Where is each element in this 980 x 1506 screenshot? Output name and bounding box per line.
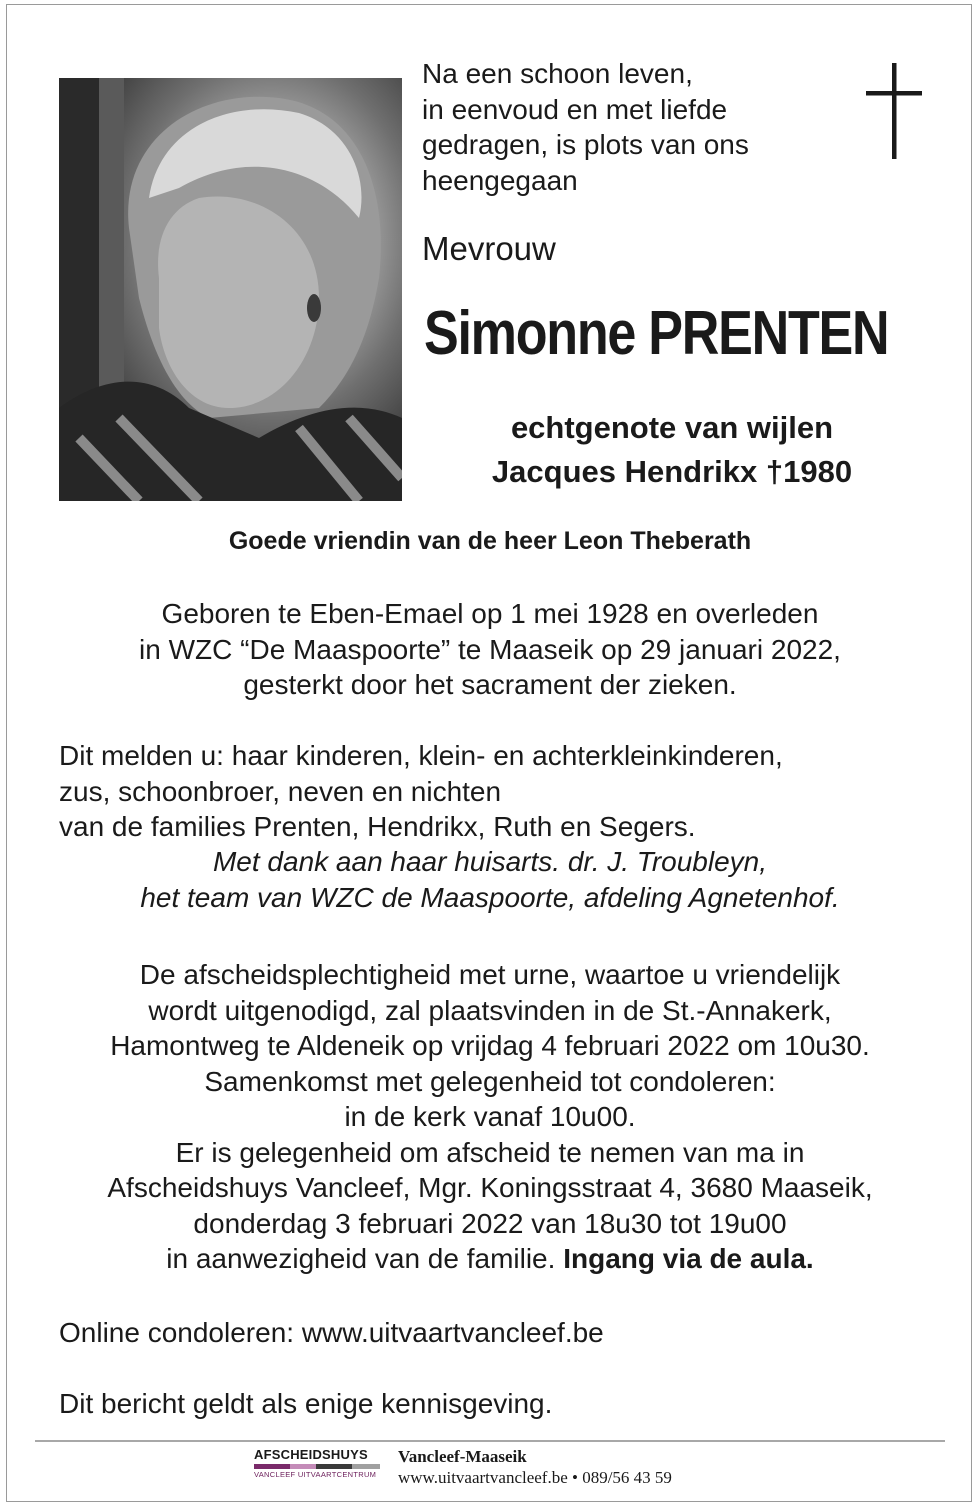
- online-condolence: Online condoleren: www.uitvaartvancleef.be: [59, 1317, 604, 1348]
- spouse-info: [422, 406, 922, 494]
- ceremony-line: De afscheidsplechtigheid met urne, waartoe u vriendelijk: [139, 959, 841, 990]
- family-announcement: [59, 738, 939, 845]
- family-line: van de families Prenten, Hendrikx, Ruth en Segers.: [59, 811, 696, 842]
- deceased-name: Simonne PRENTEN: [424, 299, 889, 368]
- family-line: Dit melden u: haar kinderen, klein- en achterkleinkinderen,: [59, 740, 783, 771]
- intro-line: heengegaan: [422, 164, 578, 196]
- footer-contact: [398, 1446, 672, 1488]
- ceremony-line: wordt uitgenodigd, zal plaatsvinden in de St.-Annakerk,: [148, 994, 832, 1026]
- footer-contact-line: www.uitvaartvancleef.be • 089/56 43 59: [398, 1468, 672, 1487]
- born-line: Geboren te Eben-Emael op 1 mei 1928 en overleden: [161, 598, 819, 629]
- logo-subtitle: VANCLEEF UITVAARTCENTRUM: [254, 1470, 377, 1479]
- spouse-line: echtgenote van wijlen: [510, 410, 834, 445]
- footer-divider: [35, 1440, 945, 1442]
- intro-verse: [422, 56, 842, 198]
- portrait-photo: [59, 78, 402, 501]
- honorific: Mevrouw: [422, 230, 556, 267]
- ceremony-line: [0, 1241, 980, 1277]
- birth-death-info: [0, 596, 980, 703]
- logo-bar: [254, 1464, 380, 1469]
- intro-line: in eenvoud en met liefde: [422, 93, 728, 125]
- entrance-note: Ingang via de aula.: [563, 1243, 814, 1274]
- spouse-line: Jacques Hendrikx †1980: [491, 454, 853, 489]
- ceremony-line: donderdag 3 februari 2022 van 18u30 tot 19u00: [193, 1207, 787, 1239]
- thanks-line: het team van WZC de Maaspoorte, afdeling Agnetenhof.: [140, 881, 840, 913]
- logo-bar-segment: [316, 1464, 352, 1469]
- logo-bar-segment: [290, 1464, 316, 1469]
- logo-bar-segment: [352, 1464, 380, 1469]
- funeral-home-logo: [254, 1447, 384, 1487]
- born-line: in WZC “De Maaspoorte” te Maaseik op 29 januari 2022,: [139, 633, 841, 665]
- logo-title: AFSCHEIDSHUYS: [254, 1447, 368, 1462]
- friend-line: Goede vriendin van de heer Leon Theberath: [228, 527, 752, 555]
- intro-line: Na een schoon leven,: [422, 58, 693, 89]
- ceremony-line: Afscheidshuys Vancleef, Mgr. Koningsstraat 4, 3680 Maaseik,: [107, 1172, 873, 1203]
- cross-icon: [866, 63, 922, 159]
- family-line: zus, schoonbroer, neven en nichten: [59, 775, 502, 807]
- ceremony-line: in de kerk vanaf 10u00.: [344, 1101, 636, 1132]
- ceremony-line: Er is gelegenheid om afscheid te nemen van ma in: [175, 1136, 805, 1168]
- ceremony-info: [0, 957, 980, 1277]
- intro-line: gedragen, is plots van ons: [422, 129, 749, 160]
- ceremony-line-plain: in aanwezigheid van de familie.: [166, 1243, 564, 1274]
- footer-name: Vancleef-Maaseik: [398, 1447, 527, 1466]
- notice-line: Dit bericht geldt als enige kennisgeving.: [59, 1388, 553, 1419]
- ceremony-line: Hamontweg te Aldeneik op vrijdag 4 februari 2022 om 10u30.: [110, 1030, 870, 1061]
- thanks-note: [0, 844, 980, 915]
- born-line: gesterkt door het sacrament der zieken.: [243, 669, 737, 700]
- thanks-line: Met dank aan haar huisarts. dr. J. Troubleyn,: [212, 846, 768, 877]
- logo-bar-segment: [254, 1464, 290, 1469]
- ceremony-line: Samenkomst met gelegenheid tot condoleren:: [204, 1065, 776, 1097]
